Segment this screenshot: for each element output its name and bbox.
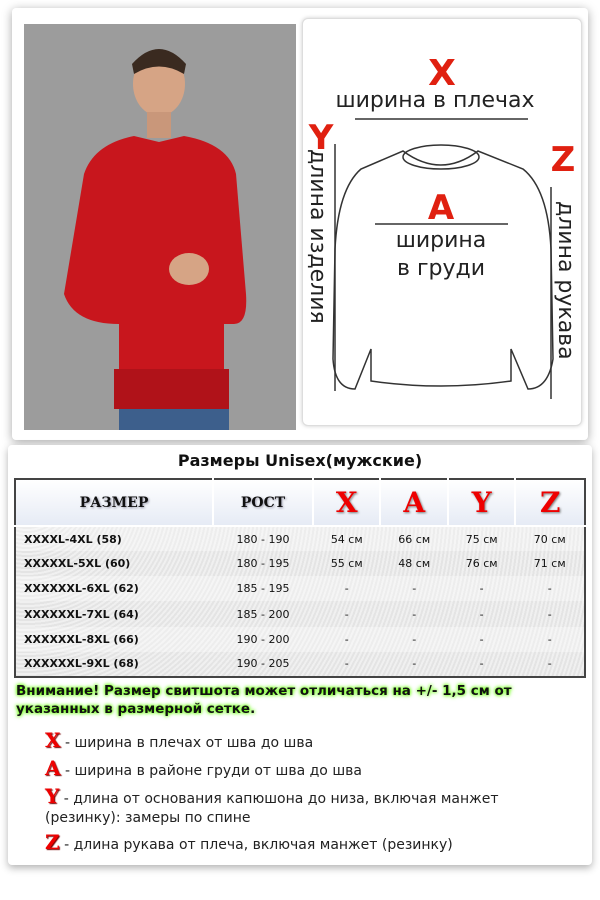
legend-text: - длина рукава от плеча, включая манжет (резинку) (64, 837, 453, 853)
z-cell: - (515, 576, 585, 601)
x-cell: - (313, 627, 380, 652)
a-cell: - (412, 657, 417, 671)
legend-letter: Y (45, 784, 60, 808)
header-size: РАЗМЕР (15, 479, 213, 526)
table-row (15, 652, 585, 677)
size-chart-title: Размеры Unisex(мужские) (177, 451, 423, 470)
a-cell: - (380, 576, 447, 601)
height-cell: 185 - 195 (213, 576, 313, 601)
table-row (15, 627, 585, 652)
z-cell: 70 см (515, 526, 585, 551)
z-cell: - (547, 607, 552, 621)
a-letter: A (427, 188, 455, 228)
warning-text: Внимание! Размер свитшота может отличаться на +/- 1,5 см от указанных в размерной сетке. (16, 683, 512, 717)
size-cell: XXXXL-4XL (58) (15, 526, 213, 551)
y-cell: - (448, 627, 515, 652)
header-height: РОСТ (213, 479, 313, 526)
height-cell: 190 - 205 (236, 657, 290, 671)
x-cell: 54 см (313, 526, 380, 551)
legend-text: - ширина в районе груди от шва до шва (64, 763, 362, 779)
height-cell: 190 - 200 (213, 627, 313, 652)
y-cell: 75 см (448, 526, 515, 551)
product-photo (24, 24, 296, 430)
size-cell: XXXXXXL-6XL (62) (15, 576, 213, 601)
legend-letter: X (45, 728, 61, 752)
x-label: ширина в плечах (335, 88, 535, 113)
y-cell: - (479, 657, 484, 671)
a-label-1: ширина (395, 228, 487, 253)
a-cell: - (380, 627, 447, 652)
header-a: A (380, 479, 447, 526)
legend-item-y-continued: (резинку): замеры по спине (45, 810, 251, 826)
legend-item-x (45, 728, 313, 752)
x-letter: X (428, 53, 456, 94)
x-cell: - (344, 657, 349, 671)
y-cell: - (479, 607, 484, 621)
height-cell: 180 - 195 (236, 557, 290, 571)
legend-letter: A (45, 756, 61, 780)
legend-item-y (45, 784, 499, 808)
height-cell: 185 - 200 (236, 607, 290, 621)
table-row (15, 551, 585, 576)
model-illustration (24, 24, 296, 430)
sweatshirt-diagram (303, 19, 583, 427)
size-cell: XXXXXXL-7XL (64) (24, 607, 139, 621)
z-letter: Z (550, 140, 576, 180)
table-row (15, 601, 585, 626)
legend-item-a (45, 756, 362, 780)
y-cell: - (448, 576, 515, 601)
y-cell: 76 см (465, 557, 498, 571)
size-cell: XXXXXXL-8XL (66) (15, 627, 213, 652)
height-cell: 180 - 190 (213, 526, 313, 551)
z-cell: - (515, 627, 585, 652)
legend-text: - ширина в плечах от шва до шва (64, 735, 314, 751)
table-row (15, 526, 585, 551)
legend-letter: Z (45, 830, 60, 854)
x-cell: 55 см (330, 557, 363, 571)
z-label: длина рукава (553, 201, 578, 360)
x-cell: - (313, 576, 380, 601)
header-y: Y (448, 479, 515, 526)
a-cell: 48 см (398, 557, 431, 571)
measurement-diagram (302, 18, 582, 426)
y-label: длина изделия (305, 149, 330, 324)
size-cell: XXXXXXL-9XL (68) (24, 657, 139, 671)
z-cell: 71 см (533, 557, 566, 571)
header-x: X (313, 479, 380, 526)
z-cell: - (547, 657, 552, 671)
x-cell: - (344, 607, 349, 621)
a-label-2: в груди (396, 256, 486, 281)
a-cell: 66 см (380, 526, 447, 551)
table-row (15, 576, 585, 601)
legend-item-z (45, 830, 453, 854)
a-cell: - (412, 607, 417, 621)
size-cell: XXXXXL-5XL (60) (24, 557, 131, 571)
size-table (14, 478, 586, 678)
y-letter: Y (308, 118, 334, 158)
header-z: Z (515, 479, 585, 526)
legend-text: - длина от основания капюшона до низа, включая манжет (63, 791, 499, 807)
